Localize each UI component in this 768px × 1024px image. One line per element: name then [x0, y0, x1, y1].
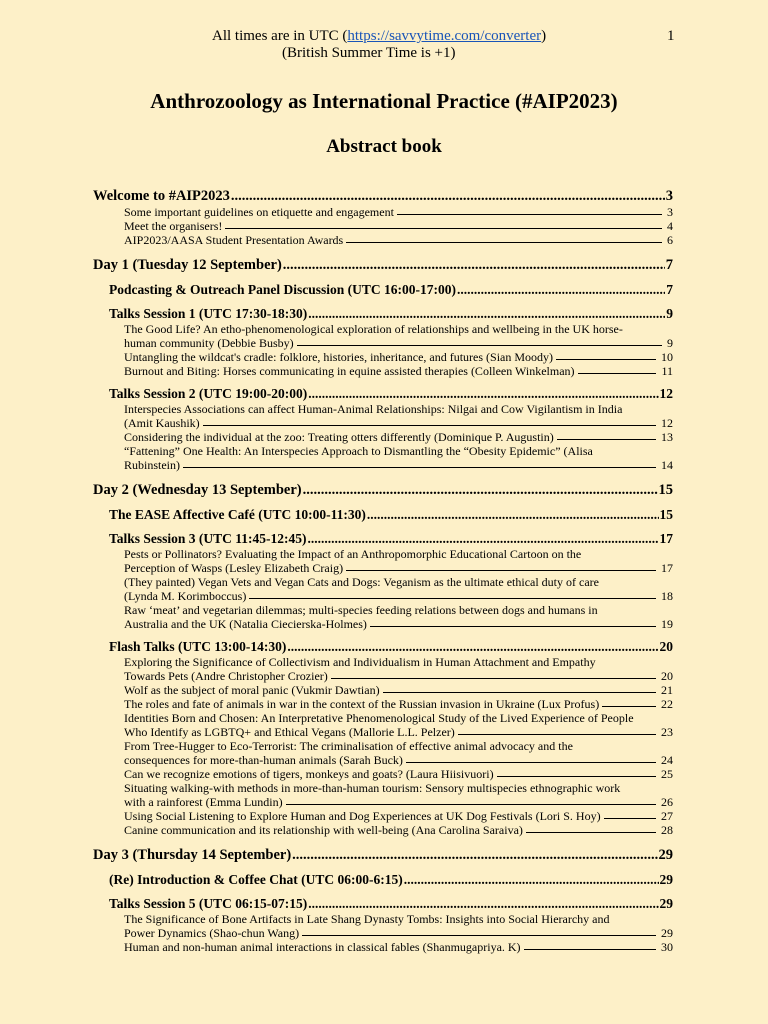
- converter-link[interactable]: https://savvytime.com/converter: [347, 28, 542, 44]
- toc-label-line2: Rubinstein): [124, 458, 180, 472]
- toc-label: Day 2 (Wednesday 13 September): [93, 482, 302, 498]
- toc-entry-flash[interactable]: [93, 638, 673, 655]
- toc-page: 20: [661, 669, 673, 683]
- toc-label: AIP2023/AASA Student Presentation Awards: [124, 233, 344, 247]
- dot-leader: [231, 187, 665, 205]
- line-leader: [526, 823, 656, 833]
- toc-label: Talks Session 1 (UTC 17:30-18:30): [109, 306, 308, 321]
- line-leader: [602, 697, 656, 707]
- toc-label: Wolf as the subject of moral panic (Vukmir Dawtian): [124, 683, 380, 697]
- dot-leader: [283, 256, 665, 274]
- dot-leader: [308, 530, 659, 547]
- toc-page: 7: [666, 282, 673, 297]
- toc-entry-emotions[interactable]: [93, 767, 673, 781]
- toc-label: Canine communication and its relationship with well-being (Ana Carolina Saraiva): [124, 823, 523, 837]
- toc-label-line2: Towards Pets (Andre Christopher Crozier): [124, 669, 328, 683]
- toc-page: 25: [661, 767, 673, 781]
- toc-entry-fables[interactable]: [93, 940, 673, 954]
- toc-entry-burnout[interactable]: [93, 364, 673, 378]
- toc-label-line2: consequences for more-than-human animals (Sarah Buck): [124, 753, 403, 767]
- table-of-contents: [93, 187, 673, 954]
- line-leader: [524, 940, 656, 950]
- toc-page: 20: [659, 639, 673, 654]
- toc-label-line2: human community (Debbie Busby): [124, 336, 294, 350]
- toc-page: 28: [661, 823, 673, 837]
- toc-entry-talks5[interactable]: [93, 895, 673, 912]
- toc-label-line1: Pests or Pollinators? Evaluating the Impact of an Anthropomorphic Educational Cartoon on the: [124, 547, 582, 561]
- toc-page: 27: [661, 809, 673, 823]
- toc-page: 29: [659, 872, 673, 887]
- toc-page: 9: [666, 306, 673, 321]
- toc-page: 29: [658, 847, 673, 863]
- line-leader: [203, 416, 656, 426]
- toc-label: Day 3 (Thursday 14 September): [93, 847, 292, 863]
- dot-leader: [308, 305, 665, 322]
- toc-entry-day1[interactable]: [93, 256, 673, 274]
- toc-label-line1: Interspecies Associations can affect Human-Animal Relationships: Nilgai and Cow Vigilantism in India: [124, 402, 623, 416]
- dot-leader: [308, 895, 658, 912]
- line-leader: [183, 458, 656, 468]
- toc-label: The EASE Affective Café (UTC 10:00-11:30): [109, 507, 366, 522]
- line-leader: [370, 617, 656, 627]
- toc-label-line1: Exploring the Significance of Collectivism and Individualism in Human Attachment and Empathy: [124, 655, 596, 669]
- toc-entry-day2[interactable]: [93, 481, 673, 499]
- toc-page: 22: [661, 697, 673, 711]
- toc-label: Flash Talks (UTC 13:00-14:30): [109, 639, 287, 654]
- line-leader: [556, 350, 656, 360]
- toc-page: 18: [661, 589, 673, 603]
- toc-label-line2: with a rainforest (Emma Lundin): [124, 795, 283, 809]
- document-title: Anthrozoology as International Practice (#AIP2023): [150, 89, 618, 113]
- toc-page: 14: [661, 458, 673, 472]
- line-leader: [604, 809, 656, 819]
- toc-page: 9: [667, 336, 673, 350]
- toc-label-line1: The Good Life? An etho-phenomenological exploration of relationships and wellbeing in the UK horse-: [124, 322, 623, 336]
- toc-page: 24: [661, 753, 673, 767]
- toc-entry-talks1[interactable]: [93, 305, 673, 322]
- toc-label-line2: Perception of Wasps (Lesley Elizabeth Craig): [124, 561, 344, 575]
- toc-page: 13: [661, 430, 673, 444]
- toc-entry-guidelines[interactable]: [93, 205, 673, 219]
- toc-label-line1: Situating walking-with methods in more-than-human tourism: Sensory multispecies ethnographic work: [124, 781, 621, 795]
- line-leader: [225, 219, 662, 229]
- toc-page: 29: [659, 896, 673, 911]
- toc-entry-otters[interactable]: [93, 430, 673, 444]
- toc-label: Can we recognize emotions of tigers, monkeys and goats? (Laura Hiisivuori): [124, 767, 494, 781]
- toc-label-line2: Australia and the UK (Natalia Ciecierska-Holmes): [124, 617, 367, 631]
- toc-entry-social-listening[interactable]: [93, 809, 673, 823]
- line-leader: [346, 233, 662, 243]
- toc-page: 10: [661, 350, 673, 364]
- line-leader: [331, 669, 656, 679]
- toc-entry-organisers[interactable]: [93, 219, 673, 233]
- toc-entry-welcome[interactable]: [93, 187, 673, 205]
- toc-page: 30: [661, 940, 673, 954]
- toc-entry-reintro[interactable]: [93, 871, 673, 888]
- dot-leader: [292, 846, 657, 864]
- toc-page: 4: [667, 219, 673, 233]
- toc-page: 7: [665, 257, 673, 273]
- toc-entry-walking[interactable]: [93, 781, 673, 809]
- line-leader: [557, 430, 656, 440]
- toc-page: 23: [661, 725, 673, 739]
- toc-label-line1: (They painted) Vegan Vets and Vegan Cats and Dogs: Veganism as the ultimate ethical duty of care: [124, 575, 599, 589]
- bst-note: (British Summer Time is +1): [282, 45, 456, 61]
- toc-label: Human and non-human animal interactions in classical fables (Shanmugapriya. K): [124, 940, 521, 954]
- toc-page: 17: [661, 561, 673, 575]
- toc-label: Talks Session 3 (UTC 11:45-12:45): [109, 531, 307, 546]
- toc-entry-day3[interactable]: [93, 846, 673, 864]
- dot-leader: [303, 481, 658, 499]
- line-leader: [397, 205, 662, 215]
- toc-label: The roles and fate of animals in war in the context of the Russian invasion in Ukraine (Lux Profus): [124, 697, 600, 711]
- toc-label-line1: “Fattening” One Health: An Interspecies Approach to Dismantling the “Obesity Epidemic” (Alisa: [124, 444, 593, 458]
- toc-page: 12: [659, 386, 673, 401]
- toc-label: Welcome to #AIP2023: [93, 188, 230, 204]
- toc-label-line1: Raw ‘meat’ and vegetarian dilemmas; multi-species feeding relations between dogs and humans in: [124, 603, 598, 617]
- line-leader: [286, 795, 656, 805]
- line-leader: [383, 683, 656, 693]
- line-leader: [497, 767, 656, 777]
- toc-page: 11: [661, 364, 673, 378]
- line-leader: [302, 926, 656, 936]
- dot-leader: [457, 281, 665, 298]
- toc-entry-fattening[interactable]: [93, 444, 673, 472]
- toc-page: 26: [661, 795, 673, 809]
- toc-label: Podcasting & Outreach Panel Discussion (UTC 16:00-17:00): [109, 282, 456, 297]
- toc-page: 3: [667, 205, 673, 219]
- toc-entry-nilgai[interactable]: [93, 402, 673, 430]
- toc-label-line2: (Amit Kaushik): [124, 416, 200, 430]
- toc-label: Day 1 (Tuesday 12 September): [93, 257, 282, 273]
- toc-page: 19: [661, 617, 673, 631]
- utc-note: [212, 28, 546, 45]
- toc-label-line2: Who Identify as LGBTQ+ and Ethical Vegans (Mallorie L.L. Pelzer): [124, 725, 455, 739]
- toc-page: 21: [661, 683, 673, 697]
- toc-entry-awards[interactable]: [93, 233, 673, 247]
- toc-page: 15: [658, 482, 673, 498]
- toc-label: Considering the individual at the zoo: Treating otters differently (Dominique P. Augustin): [124, 430, 554, 444]
- toc-label: Talks Session 2 (UTC 19:00-20:00): [109, 386, 308, 401]
- toc-entry-bone[interactable]: [93, 912, 673, 940]
- toc-label-line1: From Tree-Hugger to Eco-Terrorist: The criminalisation of effective animal advocacy and the: [124, 739, 573, 753]
- toc-page: 3: [665, 188, 673, 204]
- toc-label: Talks Session 5 (UTC 06:15-07:15): [109, 896, 308, 911]
- toc-entry-identities[interactable]: [93, 711, 673, 739]
- dot-leader: [287, 638, 658, 655]
- toc-entry-talks3[interactable]: [93, 530, 673, 547]
- toc-page: 15: [659, 507, 673, 522]
- toc-page: 12: [661, 416, 673, 430]
- toc-label: Using Social Listening to Explore Human and Dog Experiences at UK Dog Festivals (Lori S. Hoy): [124, 809, 601, 823]
- line-leader: [297, 336, 662, 346]
- line-leader: [406, 753, 656, 763]
- toc-entry-canine[interactable]: [93, 823, 673, 837]
- line-leader: [346, 561, 656, 571]
- toc-label: Some important guidelines on etiquette and engagement: [124, 205, 394, 219]
- line-leader: [249, 589, 656, 599]
- toc-page: 29: [661, 926, 673, 940]
- utc-note-suffix: ): [541, 28, 547, 44]
- toc-label: Burnout and Biting: Horses communicating in equine assisted therapies (Colleen Winkelman): [124, 364, 575, 378]
- toc-entry-raw-meat[interactable]: [93, 603, 673, 631]
- line-leader: [458, 725, 656, 735]
- toc-page: 6: [667, 233, 673, 247]
- toc-label: Meet the organisers!: [124, 219, 223, 233]
- toc-label-line1: Identities Born and Chosen: An Interpretative Phenomenological Study of the Lived Experience of People: [124, 711, 634, 725]
- line-leader: [578, 364, 657, 374]
- toc-label: Untangling the wildcat's cradle: folklore, histories, inheritance, and futures (Sian Moody): [124, 350, 554, 364]
- toc-label: (Re) Introduction & Coffee Chat (UTC 06:00-6:15): [109, 872, 403, 887]
- toc-entry-good-life[interactable]: [93, 322, 673, 350]
- dot-leader: [308, 385, 658, 402]
- toc-label-line2: Power Dynamics (Shao-chun Wang): [124, 926, 300, 940]
- page-number: 1: [667, 28, 675, 44]
- toc-label-line2: (Lynda M. Korimboccus): [124, 589, 247, 603]
- toc-entry-podcasting[interactable]: [93, 281, 673, 298]
- toc-entry-wildcat[interactable]: [93, 350, 673, 364]
- toc-entry-wolf[interactable]: [93, 683, 673, 697]
- toc-page: 17: [659, 531, 673, 546]
- toc-entry-talks2[interactable]: [93, 385, 673, 402]
- toc-entry-pests[interactable]: [93, 547, 673, 575]
- dot-leader: [404, 871, 659, 888]
- toc-label-line1: The Significance of Bone Artifacts in Late Shang Dynasty Tombs: Insights into Social Hierarchy and: [124, 912, 610, 926]
- utc-note-prefix: All times are in UTC (: [212, 28, 348, 44]
- toc-entry-ease[interactable]: [93, 506, 673, 523]
- dot-leader: [367, 506, 659, 523]
- toc-entry-tree-hugger[interactable]: [93, 739, 673, 767]
- toc-entry-war[interactable]: [93, 697, 673, 711]
- toc-entry-collectivism[interactable]: [93, 655, 673, 683]
- document-subtitle: Abstract book: [326, 136, 442, 157]
- toc-entry-vegan-vets[interactable]: [93, 575, 673, 603]
